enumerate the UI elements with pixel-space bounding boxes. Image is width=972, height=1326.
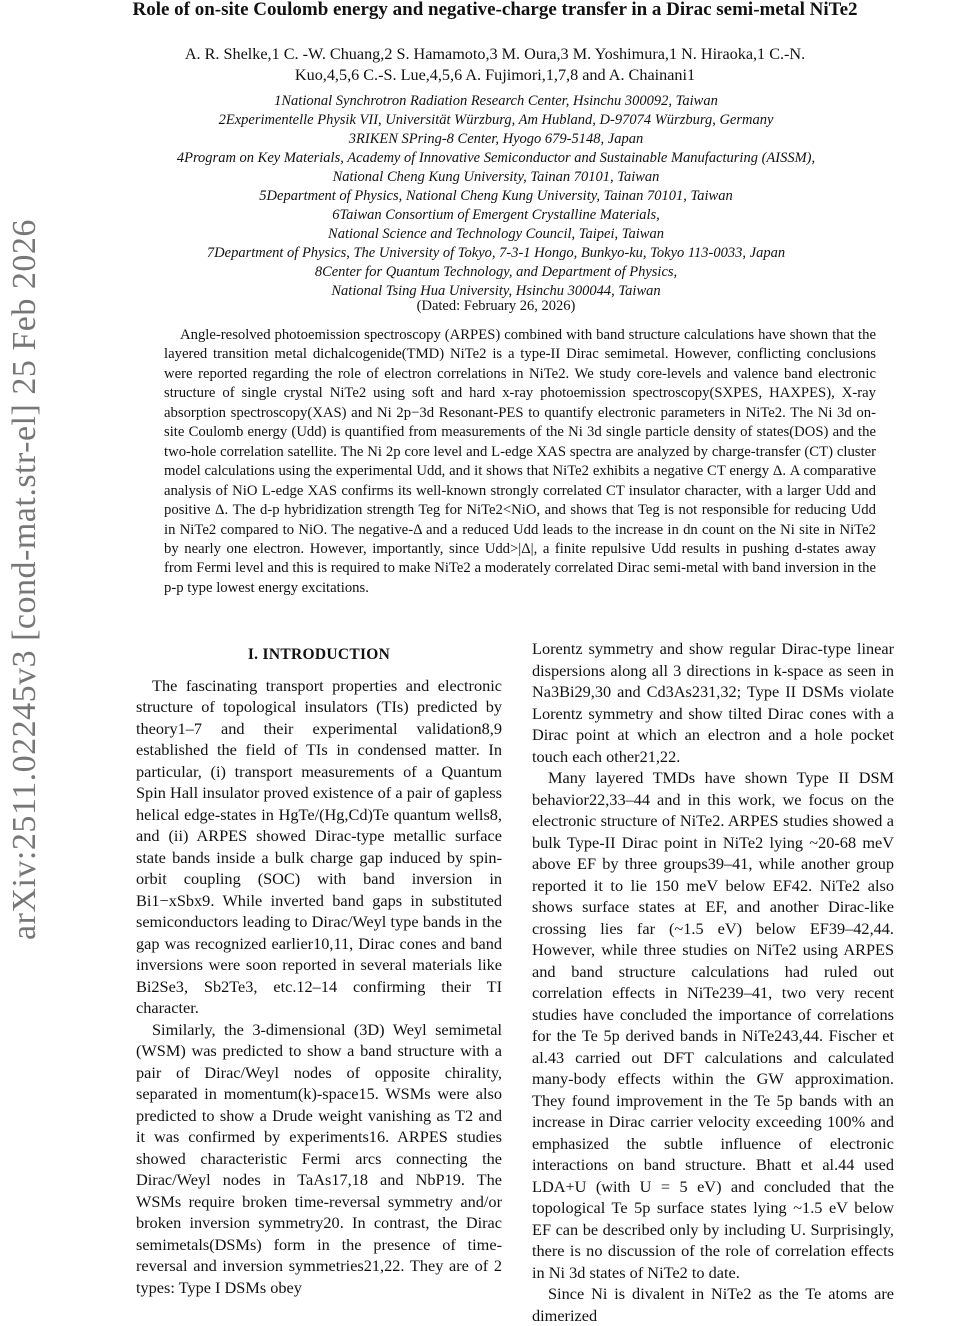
affiliation-7: 7Department of Physics, The University of Tokyo, 7-3-1 Hongo, Bunkyo-ku, Tokyo 113-0033, Japan [206,245,786,261]
intro-paragraph-3: Lorentz symmetry and show regular Dirac-type linear dispersions along all 3 directions in k-space as seen in Na3Bi29,30 and Cd3As231,32; Type II DSMs violate Lorentz symmetry and show tilted Dirac cones with a Dirac point at which an electron and a hole pocket touch each other21,22. [532,639,894,766]
abstract [164,326,876,598]
section-heading: I. INTRODUCTION [247,646,391,663]
abstract-text: Angle-resolved photoemission spectroscopy (ARPES) combined with band structure calculations have shown that the layered transition metal dichalcogenide(TMD) NiTe2 is a type-II Dirac semimetal. However, conflicting conclusions were reported regarding the role of electron correlations in NiTe2. We study core-levels and valence band electronic structure of single crystal NiTe2 using soft and hard x-ray photoemission spectroscopy(SXPES, HAXPES), X-ray absorption spectroscopy(XAS) and Ni 2p−3d Resonant-PES to quantify electronic parameters in NiTe2. The Ni 3d on-site Coulomb energy (Udd) is quantified from measurements of the Ni 3d single particle density of states(DOS) and the two-hole correlation satellite. The Ni 2p core level and L-edge XAS spectra are analyzed by charge-transfer (CT) cluster model calculations using the experimental Udd, and it shows that NiTe2 exhibits a negative CT energy Δ. A comparative analysis of NiO L-edge XAS confirms its well-known strongly correlated CT insulator character, with a larger Udd and positive Δ. The d-p hybridization strength Teg for NiTe2<NiO, and shows that Teg is not responsible for reducing Udd in NiTe2 compared to NiO. The negative-Δ and a reduced Udd leads to the increase in dn count on the Ni site in NiTe2 by nearly one electron. However, importantly, since Udd>|Δ|, a finite repulsive Udd results in pushing d-states away from Fermi level and this is required to make NiTe2 a moderately correlated Dirac semi-metal with band inversion in the p-p type lowest energy excitations. [164,327,876,596]
affiliation-2: 2Experimentelle Physik VII, Universität Würzburg, Am Hubland, D-97074 Würzburg, Germany [218,112,774,128]
intro-paragraph-4: Many layered TMDs have shown Type II DSM behavior22,33–44 and in this work, we focus on the electronic structure of NiTe2. ARPES studies showed a bulk Type-II Dirac point in NiTe2 lying ~20-68 meV above EF by three groups39–41, while another group reported it to lie 150 meV below EF42. NiTe2 also shows surface states at EF, and another Dirac-like crossing lies far (~1.5 eV) below EF39–42,44. However, while three studies on NiTe2 using ARPES and band structure calculations had ruled out correlation effects in NiTe239–41, two very recent studies have concluded the importance of correlations for the Te 5p derived bands in NiTe243,44. Fischer et al.43 carried out DFT calculations and calculated many-body effects within the GW approximation. They found improvement in the Te 5p bands with an increase in Dirac carrier velocity exceeding 100% and emphasized the subtle influence of electronic interactions on band structure. Bhatt et al.44 used LDA+U (with U = 5 eV) and concluded that the topological Te 5p surface states lying ~1.5 eV below EF can be described only by including U. Surprisingly, there is no discussion of the role of correlation effects in Ni 3d states of NiTe2 to date. [532,768,894,1282]
affiliations [130,92,862,301]
affiliation-1: 1National Synchrotron Radiation Research Center, Hsinchu 300092, Taiwan [274,93,718,109]
affiliation-5: 5Department of Physics, National Cheng Kung University, Tainan 70101, Taiwan [259,188,733,204]
affiliation-6: 6Taiwan Consortium of Emergent Crystalline Materials, [332,207,660,223]
right-column [532,638,894,1326]
affiliation-4-cont: National Cheng Kung University, Tainan 70101, Taiwan [332,169,660,185]
intro-paragraph-1: The fascinating transport properties and electronic structure of topological insulators (TIs) predicted by theory1–7 and their experimental validation8,9 established the field of TIs in condensed matter. In particular, (i) transport measurements of a Quantum Spin Hall insulator proved existence of a pair of gapless helical edge-states in HgTe/(Hg,Cd)Te quantum wells8, and (ii) ARPES showed Dirac-type metallic surface state bands inside a bulk charge gap induced by spin-orbit coupling (SOC) with band inversion in Bi1−xSbx9. While inverted band gaps in substituted semiconductors leading to Dirac/Weyl type bands in the gap was recognized earlier10,11, Dirac cones and band inversions were soon reported in several materials like Bi2Se3, Sb2Te3, etc.12–14 confirming their TI character. [136,675,502,1017]
arxiv-identifier: arXiv:2511.02245v3 [cond-mat.str-el] 25 Feb 2026 [6,219,43,940]
paper-title: Role of on-site Coulomb energy and negative-charge transfer in a Dirac semi-metal NiTe2 [132,0,858,20]
date-line: (Dated: February 26, 2026) [416,298,576,314]
affiliation-8: 8Center for Quantum Technology, and Department of Physics, [314,264,678,280]
affiliation-4: 4Program on Key Materials, Academy of Innovative Semiconductor and Sustainable Manufacturing (AISSM), [176,150,816,166]
affiliation-8-cont: National Tsing Hua University, Hsinchu 300044, Taiwan [331,283,661,299]
affiliation-6-cont: National Science and Technology Council, Taipei, Taiwan [328,226,664,242]
intro-paragraph-2: Similarly, the 3-dimensional (3D) Weyl semimetal (WSM) was predicted to show a band structure with a pair of Dirac/Weyl nodes of opposite chirality, separated in momentum(k)-space15. WSMs were also predicted to show a Drude weight vanishing as T2 and it was confirmed by experiments16. ARPES studies showed characteristic Fermi arcs connecting the Dirac/Weyl nodes in TaAs17,18 and NbP19. The WSMs require broken time-reversal symmetry and/or broken inversion symmetry20. In contrast, the Dirac semimetals(DSMs) form in the presence of time-reversal and inversion symmetries21,22. They are of 2 types: Type I DSMs obey [136,1019,502,1297]
author-list: A. R. Shelke,1 C. -W. Chuang,2 S. Hamamoto,3 M. Oura,3 M. Yoshimura,1 N. Hiraoka,1 C.-N. Kuo,4,5,6 C.-S. Lue,4,5,6 A. Fujimori,1,7,8 and A. Chainani1 [184,45,806,84]
affiliation-3: 3RIKEN SPring-8 Center, Hyogo 679-5148, Japan [348,131,644,147]
intro-paragraph-5: Since Ni is divalent in NiTe2 as the Te atoms are dimerized [532,1284,894,1325]
